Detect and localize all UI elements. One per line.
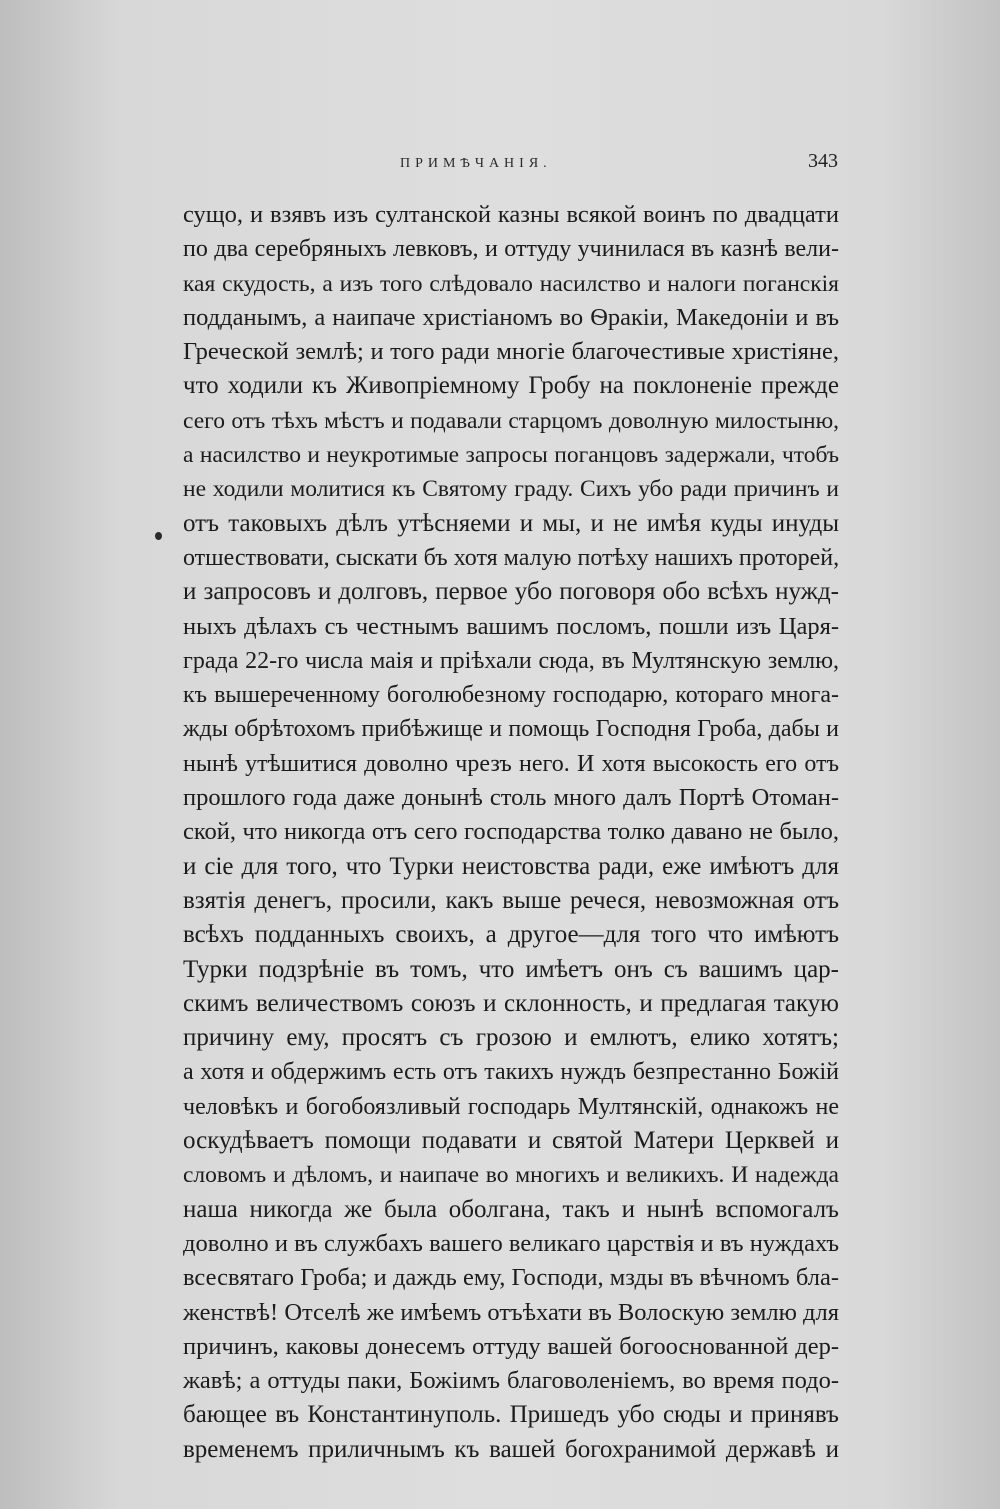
text-line: сего отъ тѣхъ мѣстъ и подавали старцомъ доволную милостыню, (183, 407, 839, 434)
text-line: отъ таковыхъ дѣлъ утѣсняеми и мы, и не имѣя куды инуды (183, 509, 839, 537)
text-line: ныхъ дѣлахъ съ честнымъ вашимъ посломъ, пошли изъ Царя- (183, 612, 839, 640)
text-line: Греческой землѣ; и того ради многіе благочестивые христіяне, (183, 338, 839, 366)
text-line: жды обрѣтохомъ прибѣжище и помощь Господня Гроба, дабы и (183, 716, 839, 743)
text-line: сущо, и взявъ изъ султанской казны всякой воинъ по двадцати (183, 201, 839, 228)
text-line: жавѣ; а оттуды паки, Божіимъ благоволеніемъ, во время подо- (183, 1367, 839, 1395)
text-line: временемъ приличнымъ къ вашей богохранимой державѣ и (183, 1435, 839, 1463)
text-line: по два серебряныхъ левковъ, и оттуду учинилася въ казнѣ вели- (183, 236, 839, 263)
text-line: скимъ величествомъ союзъ и склонность, и предлагая такую (183, 989, 839, 1017)
text-line: словомъ и дѣломъ, и наипаче во многихъ и великихъ. И надежда (183, 1162, 839, 1189)
text-line: прошлого года даже донынѣ столь много далъ Портѣ Отоман- (183, 784, 839, 812)
text-line: и сіе для того, что Турки неистовства ради, еже имѣютъ для (183, 852, 839, 880)
text-line: и запросовъ и долговъ, первое убо поговоря обо всѣхъ нужд- (183, 578, 839, 606)
text-line: не ходили молитися къ Святому граду. Сихъ убо ради причинъ и (183, 476, 839, 503)
text-line: женствѣ! Отселѣ же имѣемъ отъѣхати въ Волоскую землю для (183, 1298, 840, 1326)
text-line: наша никогда же была оболгана, такъ и нынѣ вспомогалъ (183, 1195, 839, 1223)
text-line: бающее въ Константинуполь. Пришедъ убо сюды и принявъ (183, 1401, 839, 1429)
page-number: 343 (808, 150, 838, 172)
text-line: ской, что никогда отъ сего господарства толко давано не было, (183, 818, 839, 846)
text-line: кая скудость, а изъ того слѣдовало насилство и налоги поганскія (183, 270, 839, 297)
ink-speck (155, 532, 162, 540)
text-line: доволно и въ службахъ вашего великаго царствія и въ нуждахъ (183, 1229, 839, 1257)
text-line: нынѣ утѣшитися доволно чрезъ него. И хотя высокость его отъ (183, 750, 839, 777)
text-line: града 22-го числа маія и пріѣхали сюда, въ Мултянскую землю, (183, 647, 839, 674)
text-line: къ вышереченному боголюбезному господарю, котораго многа- (183, 682, 839, 709)
text-line: подданымъ, а наипаче христіаномъ во Ѳракіи, Македоніи и въ (183, 303, 839, 331)
text-line: оскудѣваетъ помощи подавати и святой Матери Церквей и (183, 1127, 839, 1155)
text-line: отшествовати, сыскати бъ хотя малую потѣху нашихъ проторей, (183, 544, 840, 571)
text-line: причинъ, каковы донесемъ оттуду вашей богооснованной дер- (183, 1332, 839, 1360)
text-line: взятія денегъ, просили, какъ выше речеся, невозможная отъ (183, 886, 839, 914)
running-head: ПРИМѢЧАНІЯ. (400, 156, 552, 171)
text-line: человѣкъ и богобоязливый господарь Мултянскій, однакожъ не (183, 1093, 839, 1120)
body-text (183, 198, 839, 1467)
text-line: Турки подзрѣніе въ томъ, что имѣетъ онъ съ вашимъ цар- (183, 955, 839, 983)
text-line: а насилство и неукротимые запросы поганцовъ задержали, чтобъ (183, 442, 839, 469)
text-line: причину ему, просятъ съ грозою и емлютъ, елико хотятъ; (183, 1024, 839, 1052)
text-line: всѣхъ подданныхъ своихъ, а другое—для того что имѣютъ (183, 921, 839, 949)
text-line: а хотя и обдержимъ есть отъ такихъ нуждъ безпрестанно Божій (183, 1059, 839, 1086)
text-line: что ходили къ Живопріемному Гробу на поклоненіе прежде (183, 372, 839, 400)
text-line: всесвятаго Гроба; и даждь ему, Господи, мзды въ вѣчномъ бла- (183, 1264, 839, 1292)
